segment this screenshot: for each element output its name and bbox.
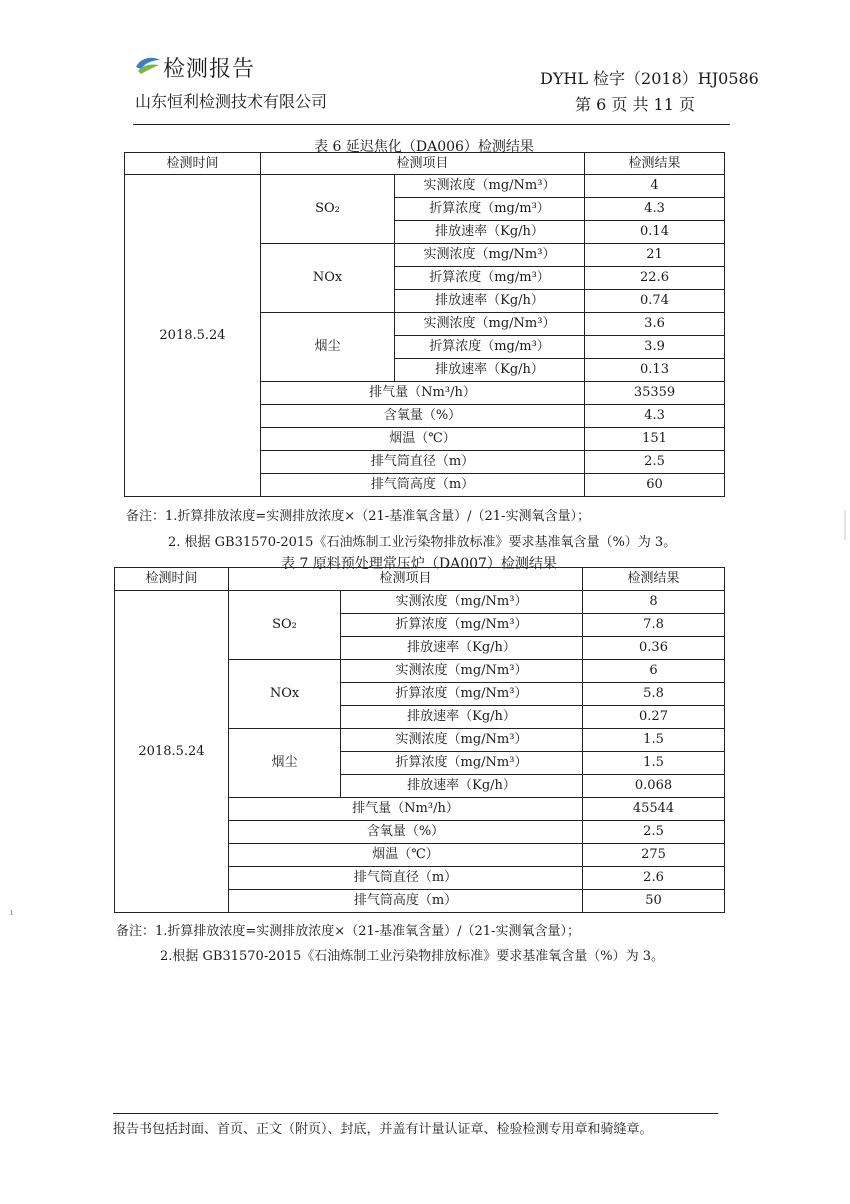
table6-note-1: 备注：1.折算排放浓度=实测排放浓度×（21-基准氧含量）/（21-实测氧含量）； [126,509,590,524]
pollutant-dust: 烟尘 [261,313,395,382]
extra-label: 排气筒高度（m） [261,474,585,497]
extra-label: 排气筒高度（m） [229,890,583,913]
extra-value: 2.6 [583,867,725,890]
page-info: 第 6 页 共 11 页 [575,95,695,114]
footer-statement: 报告书包括封面、首页、正文（附页）、封底，并盖有计量认证章、检验检测专用章和骑缝章。 [113,1122,653,1137]
pollutant-so2: SO₂ [229,591,341,660]
extra-value: 45544 [583,798,725,821]
item-label: 实测浓度（mg/Nm³） [341,660,583,683]
pollutant-dust: 烟尘 [229,729,341,798]
item-value: 0.14 [585,221,725,244]
pollutant-so2: SO₂ [261,175,395,244]
company-leaf-logo-icon [135,55,161,75]
item-value: 0.13 [585,359,725,382]
extra-label: 排气量（Nm³/h） [261,382,585,405]
item-value: 6 [583,660,725,683]
scan-mark: ı [10,908,13,918]
item-label: 排放速率（Kg/h） [341,775,583,798]
item-value: 5.8 [583,683,725,706]
extra-value: 4.3 [585,405,725,428]
header-item: 检测项目 [261,153,585,175]
extra-label: 排气筒直径（m） [261,451,585,474]
table7-caption: 表 7 原料预处理常压炉（DA007）检测结果 [281,556,557,572]
item-value: 0.36 [583,637,725,660]
item-value: 0.27 [583,706,725,729]
item-value: 4.3 [585,198,725,221]
pollutant-nox: NOx [229,660,341,729]
table6-caption: 表 6 延迟焦化（DA006）检测结果 [314,139,534,155]
item-value: 3.6 [585,313,725,336]
extra-label: 排气筒直径（m） [229,867,583,890]
item-label: 折算浓度（mg/m³） [395,198,585,221]
item-value: 22.6 [585,267,725,290]
item-label: 排放速率（Kg/h） [395,221,585,244]
item-label: 实测浓度（mg/Nm³） [341,729,583,752]
header-divider [133,124,730,125]
header-result: 检测结果 [585,153,725,175]
header-item: 检测项目 [229,568,583,591]
extra-value: 2.5 [583,821,725,844]
item-value: 8 [583,591,725,614]
item-label: 实测浓度（mg/Nm³） [395,244,585,267]
item-label: 排放速率（Kg/h） [341,706,583,729]
pollutant-nox: NOx [261,244,395,313]
extra-value: 275 [583,844,725,867]
extra-label: 含氧量（%） [229,821,583,844]
extra-value: 151 [585,428,725,451]
item-label: 排放速率（Kg/h） [341,637,583,660]
item-value: 1.5 [583,752,725,775]
footer-divider [113,1113,718,1114]
extra-value: 2.5 [585,451,725,474]
extra-label: 排气量（Nm³/h） [229,798,583,821]
item-label: 折算浓度（mg/m³） [395,267,585,290]
table6-note-2: 2. 根据 GB31570-2015《石油炼制工业污染物排放标准》要求基准氧含量（%）为 3。 [168,535,677,550]
header-result: 检测结果 [583,568,725,591]
extra-value: 35359 [585,382,725,405]
item-label: 折算浓度（mg/Nm³） [341,752,583,775]
item-label: 折算浓度（mg/Nm³） [341,614,583,637]
extra-value: 50 [583,890,725,913]
item-value: 21 [585,244,725,267]
company-name: 山东恒利检测技术有限公司 [135,92,328,111]
item-value: 1.5 [583,729,725,752]
item-label: 折算浓度（mg/m³） [395,336,585,359]
header-time: 检测时间 [125,153,261,175]
table6-results [124,152,725,497]
item-label: 实测浓度（mg/Nm³） [395,313,585,336]
extra-label: 烟温（℃） [229,844,583,867]
extra-label: 含氧量（%） [261,405,585,428]
item-value: 0.74 [585,290,725,313]
scan-edge-mark [844,510,846,540]
extra-label: 烟温（℃） [261,428,585,451]
item-value: 4 [585,175,725,198]
report-title: 检测报告 [163,57,256,82]
item-label: 实测浓度（mg/Nm³） [341,591,583,614]
test-date: 2018.5.24 [115,591,229,913]
table7-note-2: 2.根据 GB31570-2015《石油炼制工业污染物排放标准》要求基准氧含量（%）为 3。 [160,949,665,964]
item-value: 7.8 [583,614,725,637]
item-label: 排放速率（Kg/h） [395,359,585,382]
item-label: 折算浓度（mg/Nm³） [341,683,583,706]
item-value: 3.9 [585,336,725,359]
table7-results [114,567,725,913]
document-number: DYHL 检字（2018）HJ0586 [540,69,759,88]
item-label: 实测浓度（mg/Nm³） [395,175,585,198]
test-date: 2018.5.24 [125,175,261,497]
header-time: 检测时间 [115,568,229,591]
extra-value: 60 [585,474,725,497]
item-value: 0.068 [583,775,725,798]
table7-note-1: 备注：1.折算排放浓度=实测排放浓度×（21-基准氧含量）/（21-实测氧含量）； [116,924,580,939]
item-label: 排放速率（Kg/h） [395,290,585,313]
